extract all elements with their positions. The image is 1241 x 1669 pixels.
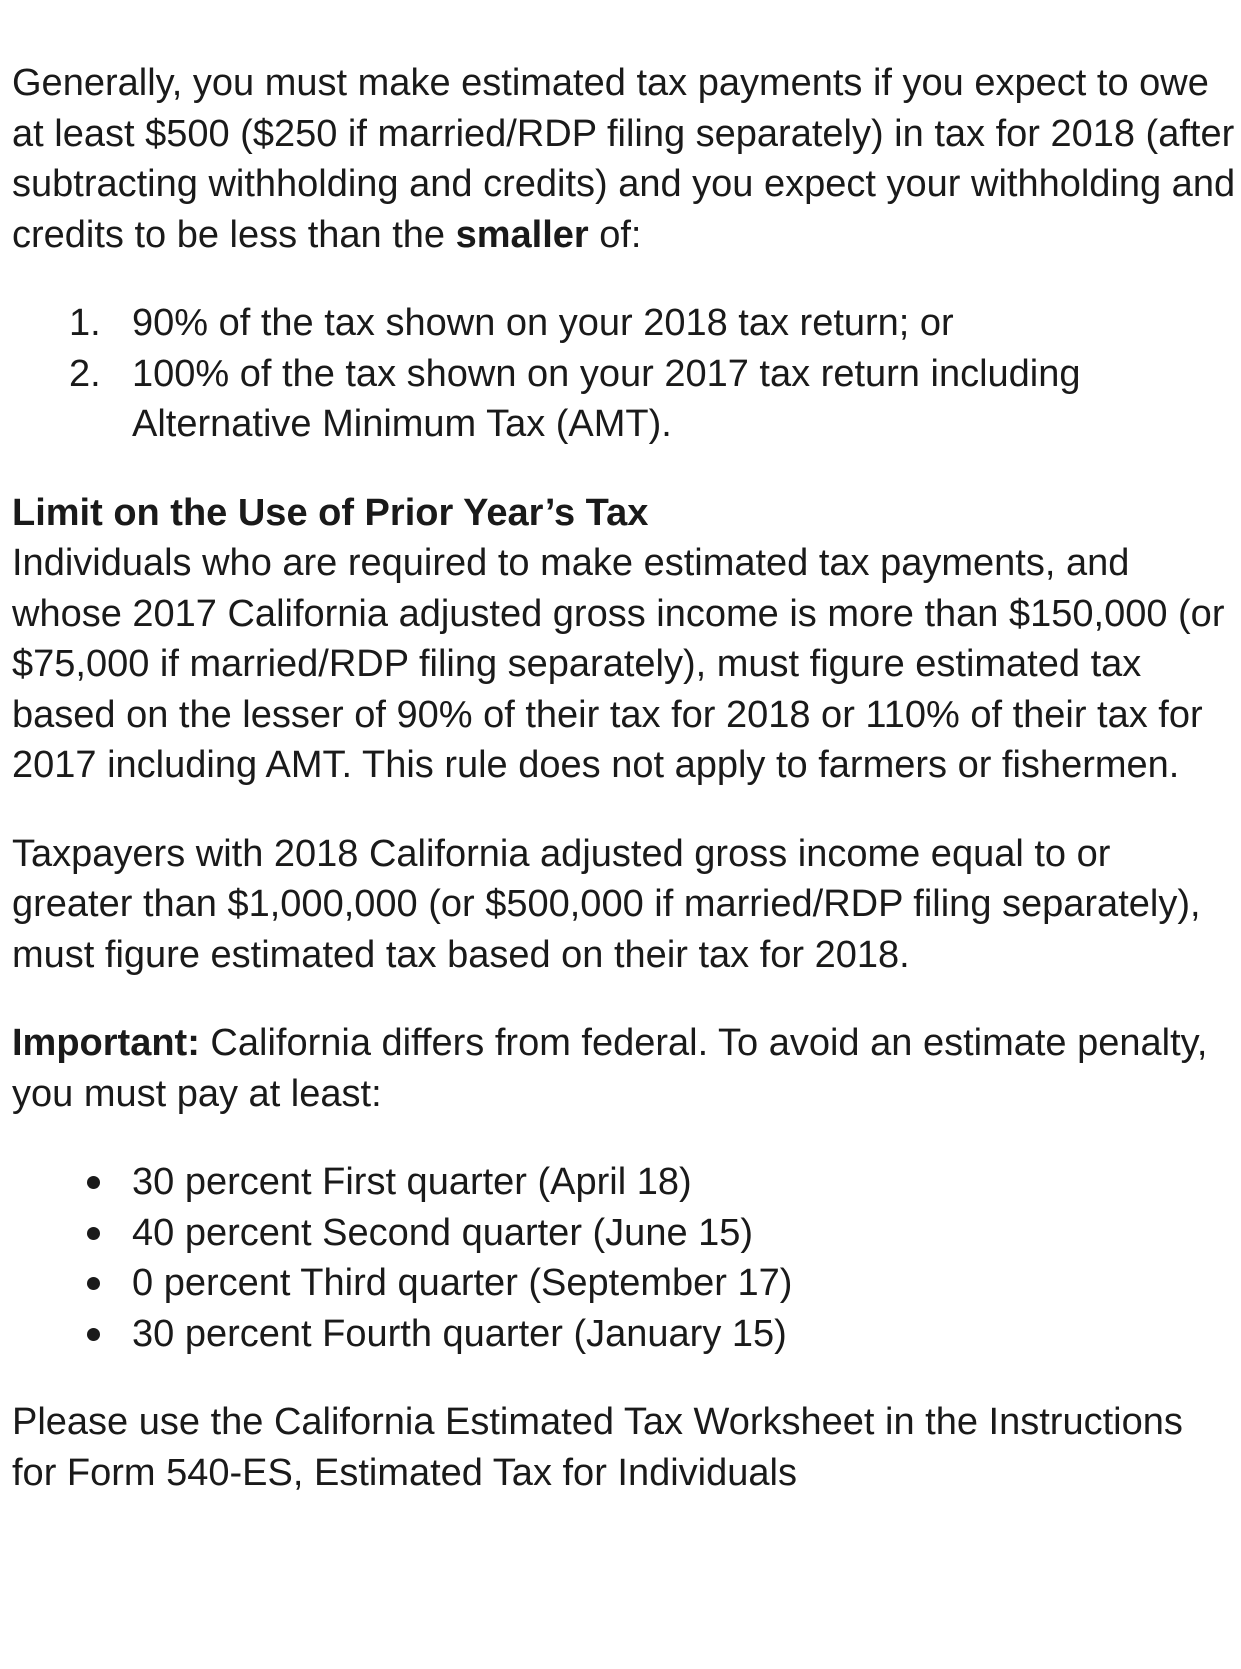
important-paragraph [12, 1018, 1237, 1119]
limit-paragraph-2: Taxpayers with 2018 California adjusted gross income equal to or greater than $1,000,000 (or $500,000 if married/RDP filing separately), must figure estimated tax based on their tax for 2018. [12, 832, 1201, 976]
numbered-list [12, 298, 1237, 450]
important-text: California differs from federal. To avoid an estimate penalty, you must pay at least: [12, 1022, 1208, 1115]
list-item [12, 1258, 1237, 1309]
closing-paragraph: Please use the California Estimated Tax Worksheet in the Instructions for Form 540-ES, Estimated Tax for Individuals [12, 1401, 1183, 1494]
list-item [12, 349, 1217, 450]
intro-text: Generally, you must make estimated tax payments if you expect to owe at least $500 ($250 if married/RDP filing separately) in tax for 2018 (after subtracting withholding and credits) and you expect your withholding and credits to be less than the [12, 62, 1236, 256]
bullet-icon [87, 1277, 100, 1290]
intro-bold-word: smaller [455, 213, 589, 256]
list-item [12, 1309, 1237, 1360]
document-page [12, 58, 1237, 1498]
limit-paragraph-1: Individuals who are required to make estimated tax payments, and whose 2017 California adjusted gross income is more than $150,000 (or $75,000 if married/RDP filing separately), must figure estimated tax based on the lesser of 90% of their tax for 2018 or 110% of their tax for 2017 including AMT. This rule does not apply to farmers or fishermen. [12, 542, 1225, 786]
list-item [12, 1157, 1237, 1208]
important-label: Important: [12, 1022, 200, 1064]
intro-text-end: of: [588, 213, 642, 256]
quarter-text: 40 percent Second quarter (June 15) [132, 1211, 754, 1254]
list-item [12, 298, 1217, 349]
list-item-text: 100% of the tax shown on your 2017 tax return including Alternative Minimum Tax (AMT). [132, 352, 1081, 445]
section-heading: Limit on the Use of Prior Year’s Tax [12, 491, 649, 534]
bullet-icon [87, 1328, 100, 1341]
list-item-number: 2. [69, 352, 101, 395]
list-item-text: 90% of the tax shown on your 2018 tax return; or [132, 302, 954, 344]
quarter-text: 30 percent Fourth quarter (January 15) [132, 1312, 787, 1355]
intro-paragraph [12, 58, 1237, 260]
bullet-icon [87, 1176, 100, 1189]
bullet-icon [87, 1227, 100, 1240]
quarters-list [12, 1157, 1237, 1359]
list-item [12, 1208, 1237, 1259]
quarter-text: 0 percent Third quarter (September 17) [132, 1262, 793, 1304]
list-item-number: 1. [69, 302, 101, 344]
quarter-text: 30 percent First quarter (April 18) [132, 1161, 692, 1203]
